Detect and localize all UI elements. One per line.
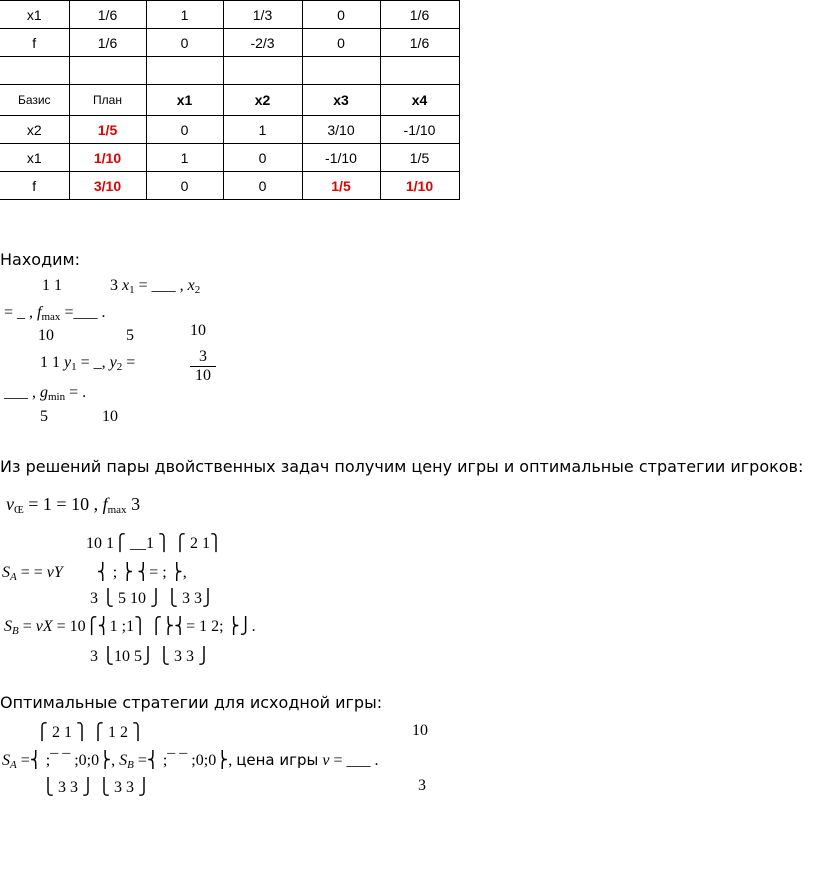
l6-b: 10	[102, 408, 118, 425]
sa-S: S	[2, 564, 10, 581]
sb-S: S	[4, 618, 12, 635]
sb-eq: =	[22, 618, 32, 635]
table-row	[0, 57, 459, 85]
table-cell: 1/5	[302, 172, 380, 200]
sa-rest: ⎨ ; ⎬ ⎨= ; ⎬,	[96, 564, 187, 581]
l3-a: 10	[38, 327, 54, 344]
opt-top: ⎧ 2 1 ⎫ ⎧ 1 2 ⎫	[36, 724, 144, 741]
table-cell: x1	[146, 85, 223, 116]
table-cell: -2/3	[223, 29, 302, 57]
table-cell: 1	[146, 144, 223, 172]
opt-SB-rest: =⎨ ;¯ ¯ ;0;0⎬,	[137, 752, 233, 769]
table-cell: x1	[0, 1, 69, 29]
opt-SA-sub: A	[10, 759, 17, 771]
sb-vX: vX	[35, 618, 53, 635]
table-cell: -1/10	[380, 116, 459, 144]
l4-a: 1 1	[40, 354, 60, 371]
opt-SB-sub: B	[127, 759, 134, 771]
opt-bot: ⎩ 3 3 ⎭ ⎩ 3 3 ⎭	[42, 779, 150, 796]
opt-SA: S	[2, 752, 10, 769]
table-cell: 0	[146, 172, 223, 200]
table-cell: 1/5	[69, 116, 146, 144]
table-cell	[0, 57, 69, 85]
x1-var: x	[122, 277, 130, 294]
table-cell	[69, 57, 146, 85]
math-line-2	[4, 304, 105, 323]
x1-sub: 1	[129, 284, 135, 296]
sb-sub: B	[12, 625, 19, 637]
y2-var: y	[109, 354, 117, 371]
l1-a: 1 1	[42, 277, 62, 294]
v-3: 3	[131, 494, 141, 514]
v-f: f	[102, 494, 108, 514]
l2-a: = _ ,	[4, 304, 38, 321]
table-cell: f	[0, 172, 69, 200]
sb-line	[4, 616, 256, 637]
sb-bot: 3 ⎩10 5⎭ ⎩ 3 3 ⎭	[90, 648, 210, 665]
y1-sub: 1	[71, 361, 77, 373]
math-line-5	[4, 384, 86, 403]
opt-top-r: 10	[412, 722, 428, 739]
table-cell: -1/10	[302, 144, 380, 172]
l2-end: =___ .	[64, 304, 106, 321]
simplex-table	[0, 0, 460, 200]
x2-var: x	[187, 277, 195, 294]
l3-c: 10	[190, 322, 206, 339]
table-cell: x3	[302, 85, 380, 116]
table-cell: Базис	[0, 85, 69, 116]
sa-sub: A	[10, 571, 17, 583]
table-cell: 0	[146, 29, 223, 57]
opt-v: v	[322, 752, 330, 769]
table-cell	[146, 57, 223, 85]
table-cell	[380, 57, 459, 85]
fmax-sub: max	[41, 311, 61, 323]
table-cell: 1/6	[69, 29, 146, 57]
game-value-line	[6, 494, 140, 516]
l4-end: =	[126, 354, 136, 371]
opt-SA-rest: =⎨ ;¯ ¯ ;0;0⎬,	[20, 752, 116, 769]
v-f-sub: max	[107, 504, 127, 516]
l5-a: ___ ,	[4, 384, 36, 401]
table-cell: 0	[302, 29, 380, 57]
l3-b: 5	[126, 327, 134, 344]
finding-label: Находим:	[0, 250, 81, 269]
l1-b: 3	[110, 277, 118, 294]
dual-text: Из решений пары двойственных задач получим цену игры и оптимальные стратегии игроков:	[0, 457, 804, 476]
sa-bot: 3 ⎩ 5 10 ⎭ ⎩ 3 3⎭	[90, 590, 214, 607]
simplex-table-body	[0, 1, 459, 200]
game-price-label: цена игры	[236, 751, 319, 769]
frac-den: 10	[190, 366, 216, 385]
gmin-sub: min	[48, 391, 66, 403]
table-cell: 0	[223, 172, 302, 200]
table-row	[0, 172, 459, 200]
table-cell	[302, 57, 380, 85]
table-cell: 1	[223, 116, 302, 144]
math-line-1	[42, 277, 200, 296]
table-cell: 1/6	[69, 1, 146, 29]
table-row	[0, 116, 459, 144]
table-cell: f	[0, 29, 69, 57]
opt-v-rest: = ___ .	[333, 752, 379, 769]
table-row	[0, 29, 459, 57]
table-cell: x2	[0, 116, 69, 144]
optimal-label: Оптимальные стратегии для исходной игры:	[0, 693, 383, 712]
table-cell: 1/6	[380, 1, 459, 29]
table-row	[0, 1, 459, 29]
sb-rest: = 10⎧⎨1 ;1⎫ ⎧⎬⎨= 1 2; ⎬⎭.	[56, 618, 256, 635]
table-cell: 1/10	[380, 172, 459, 200]
sa-line	[2, 562, 187, 583]
table-cell: 0	[146, 116, 223, 144]
table-cell: 1	[146, 1, 223, 29]
table-cell: 0	[302, 1, 380, 29]
gmin-g: g	[40, 384, 48, 401]
fmax-f: f	[37, 304, 42, 321]
table-cell	[223, 57, 302, 85]
v-sub: Œ	[14, 504, 24, 516]
table-cell: x4	[380, 85, 459, 116]
l4-mid: = _,	[80, 354, 106, 371]
fraction-3-10	[190, 348, 216, 385]
table-cell: 1/6	[380, 29, 459, 57]
table-cell: 1/3	[223, 1, 302, 29]
y1-var: y	[64, 354, 72, 371]
table-cell: 0	[223, 144, 302, 172]
v-var: v	[6, 494, 14, 514]
table-cell: x1	[0, 144, 69, 172]
y2-sub: 2	[116, 361, 123, 373]
opt-line	[2, 750, 379, 771]
table-cell: План	[69, 85, 146, 116]
opt-SB: S	[119, 752, 128, 769]
table-cell: x2	[223, 85, 302, 116]
table-cell: 1/5	[380, 144, 459, 172]
x1-eq: = ___ ,	[138, 277, 188, 294]
l6-a: 5	[40, 408, 48, 425]
opt-bot-r: 3	[418, 777, 426, 794]
x2-sub: 2	[194, 284, 201, 296]
table-row	[0, 144, 459, 172]
sa-top: 10 1⎧ __1 ⎫ ⎧ 2 1⎫	[86, 535, 222, 552]
table-cell: 3/10	[302, 116, 380, 144]
sa-vY: vY	[46, 564, 63, 581]
table-cell: 1/10	[69, 144, 146, 172]
l5-end: = .	[69, 384, 87, 401]
v-eq: = 1 = 10 ,	[28, 494, 99, 514]
math-line-4	[40, 354, 135, 373]
frac-num: 3	[199, 348, 207, 365]
table-cell: 3/10	[69, 172, 146, 200]
table-row	[0, 85, 459, 116]
sa-eq: = =	[20, 564, 43, 581]
